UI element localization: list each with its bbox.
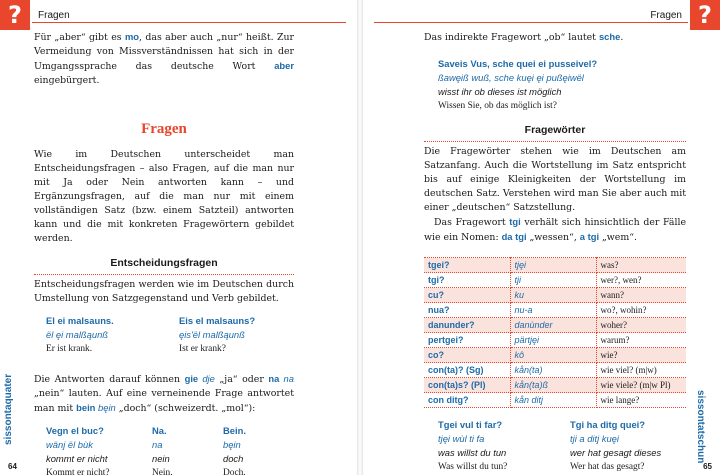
table-cell: tjęi	[510, 258, 596, 273]
table-row	[424, 333, 686, 348]
antworten-paragraph: Die Antworten darauf können gie dje „ja“ oder na na „nein“ lauten. Auf eine verneinende Frage antwortet man mit bein bęin „doch“ (schweizerdt. „mol“):	[34, 373, 294, 414]
right-page	[360, 0, 720, 475]
right-content	[424, 30, 686, 475]
table-cell: con(ta)? (Sg)	[424, 363, 510, 378]
table-cell: wer?, wen?	[596, 273, 686, 288]
table-cell: woher?	[596, 318, 686, 333]
ob-paragraph: Das indirekte Fragewort „ob“ lautet sche.	[424, 31, 624, 43]
table-cell: was?	[596, 258, 686, 273]
page-number-left: 64	[8, 462, 17, 471]
example-item: Na. na nein Nein.	[152, 425, 173, 475]
table-cell: kån(ta)ß	[510, 378, 596, 393]
header-rule	[32, 22, 346, 23]
table-cell: danùnder	[510, 318, 596, 333]
side-label-right: sissontatschun	[695, 390, 706, 464]
section-divider	[34, 274, 294, 275]
fragen-paragraph: Wie im Deutschen unterscheidet man Entscheidungsfragen – also Fragen, auf die man nur mit Ja oder Nein antworten kann – und Ergänzungsfragen, auf die man nur mit einem vollständigen Satz (bzw. einem Satzteil) antworten kann und die mit konkreten Fragewörtern gebildet werden.	[34, 149, 294, 244]
table-row	[424, 348, 686, 363]
table-cell: wie?	[596, 348, 686, 363]
table-cell: wann?	[596, 288, 686, 303]
table-cell: wie viel? (m|w)	[596, 363, 686, 378]
example-item: Tgei vul ti far? tjęi wùl ti fa was willst du tun Was willst du tun?	[438, 419, 508, 472]
table-cell: pärtjęi	[510, 333, 596, 348]
table-row	[424, 303, 686, 318]
table-cell: kån ditj	[510, 393, 596, 408]
table-row	[424, 363, 686, 378]
table-row	[424, 378, 686, 393]
table-cell: pertgei?	[424, 333, 510, 348]
table-cell: nua?	[424, 303, 510, 318]
header-rule	[374, 22, 688, 23]
example-item: El ei malsauns. ël ęi malßąunß Er ist krank.	[46, 315, 114, 354]
table-cell: co?	[424, 348, 510, 363]
table-cell: tji	[510, 273, 596, 288]
table-cell: kô	[510, 348, 596, 363]
table-cell: cu?	[424, 288, 510, 303]
table-cell: tgei?	[424, 258, 510, 273]
table-cell: ku	[510, 288, 596, 303]
tgi-paragraph: Das Fragewort tgi verhält sich hinsichtlich der Fälle wie ein Nomen: da tgi „wessen“, a tgi „wem“.	[424, 216, 686, 243]
intro-paragraph: Für „aber“ gibt es mo, das aber auch „nur“ heißt. Zur Vermeidung von Missverständnissen hat sich in der Umgangssprache das deutsche Wort aber eingebürgert.	[34, 31, 295, 86]
table-cell: warum?	[596, 333, 686, 348]
table-cell: tgi?	[424, 273, 510, 288]
table-cell: wie viele? (m|w Pl)	[596, 378, 686, 393]
table-cell: kån(ta)	[510, 363, 596, 378]
table-row	[424, 318, 686, 333]
question-words-table	[424, 257, 686, 408]
table-cell: wo?, wohin?	[596, 303, 686, 318]
table-row	[424, 393, 686, 408]
example-item: Vegn el buc? wänj ël bùk kommt er nicht Kommt er nicht?	[46, 425, 110, 475]
section-heading-entscheidungsfragen: Entscheidungsfragen	[110, 257, 218, 269]
chapter-title: Fragen	[141, 121, 187, 137]
question-mark-icon: ?	[0, 0, 30, 30]
section-heading-fragewoerter: Fragewörter	[524, 124, 586, 136]
example-item: Eis el malsauns? ęis'ël malßąunß Ist er krank?	[179, 315, 256, 354]
example-item: Bein. bęin doch Doch.	[223, 425, 246, 475]
example-item: Saveis Vus, sche quei ei pusseivel? ßawęiß wuß, sche kuęi ęi pußęiwël wisst ihr ob dieses ist möglich Wissen Sie, ob das möglich ist?	[438, 58, 598, 111]
table-cell: nu-a	[510, 303, 596, 318]
running-header-left: Fragen	[38, 10, 70, 21]
question-mark-icon: ?	[690, 0, 720, 30]
example-block-1	[34, 314, 294, 360]
table-row	[424, 273, 686, 288]
table-cell: con ditg?	[424, 393, 510, 408]
side-label-left: sissontaquater	[3, 373, 14, 445]
table-row	[424, 258, 686, 273]
table-cell: con(ta)s? (Pl)	[424, 378, 510, 393]
left-content	[34, 30, 294, 475]
table-cell: wie lange?	[596, 393, 686, 408]
example-block-3	[424, 418, 686, 475]
running-header-right: Fragen	[650, 10, 682, 21]
entscheidung-paragraph: Entscheidungsfragen werden wie im Deutschen durch Umstellung von Satzgegenstand und Verb gebildet.	[34, 279, 294, 304]
example-item: Tgi ha ditg quei? tji a ditj kuęi wer hat gesagt dieses Wer hat das gesagt?	[570, 419, 662, 472]
example-block-2	[34, 424, 294, 475]
table-cell: danunder?	[424, 318, 510, 333]
page-number-right: 65	[703, 462, 712, 471]
fragewoerter-paragraph: Die Fragewörter stehen wie im Deutschen am Satzanfang. Auch die Wortstellung im Satz entspricht bis auf einige Kleinigkeiten der Wortstellung im deutschen Satz. Verstehen wird man Sie aber auch mit einer „deutschen“ Satzstellung.	[424, 146, 686, 213]
table-row	[424, 288, 686, 303]
section-divider	[424, 141, 686, 142]
